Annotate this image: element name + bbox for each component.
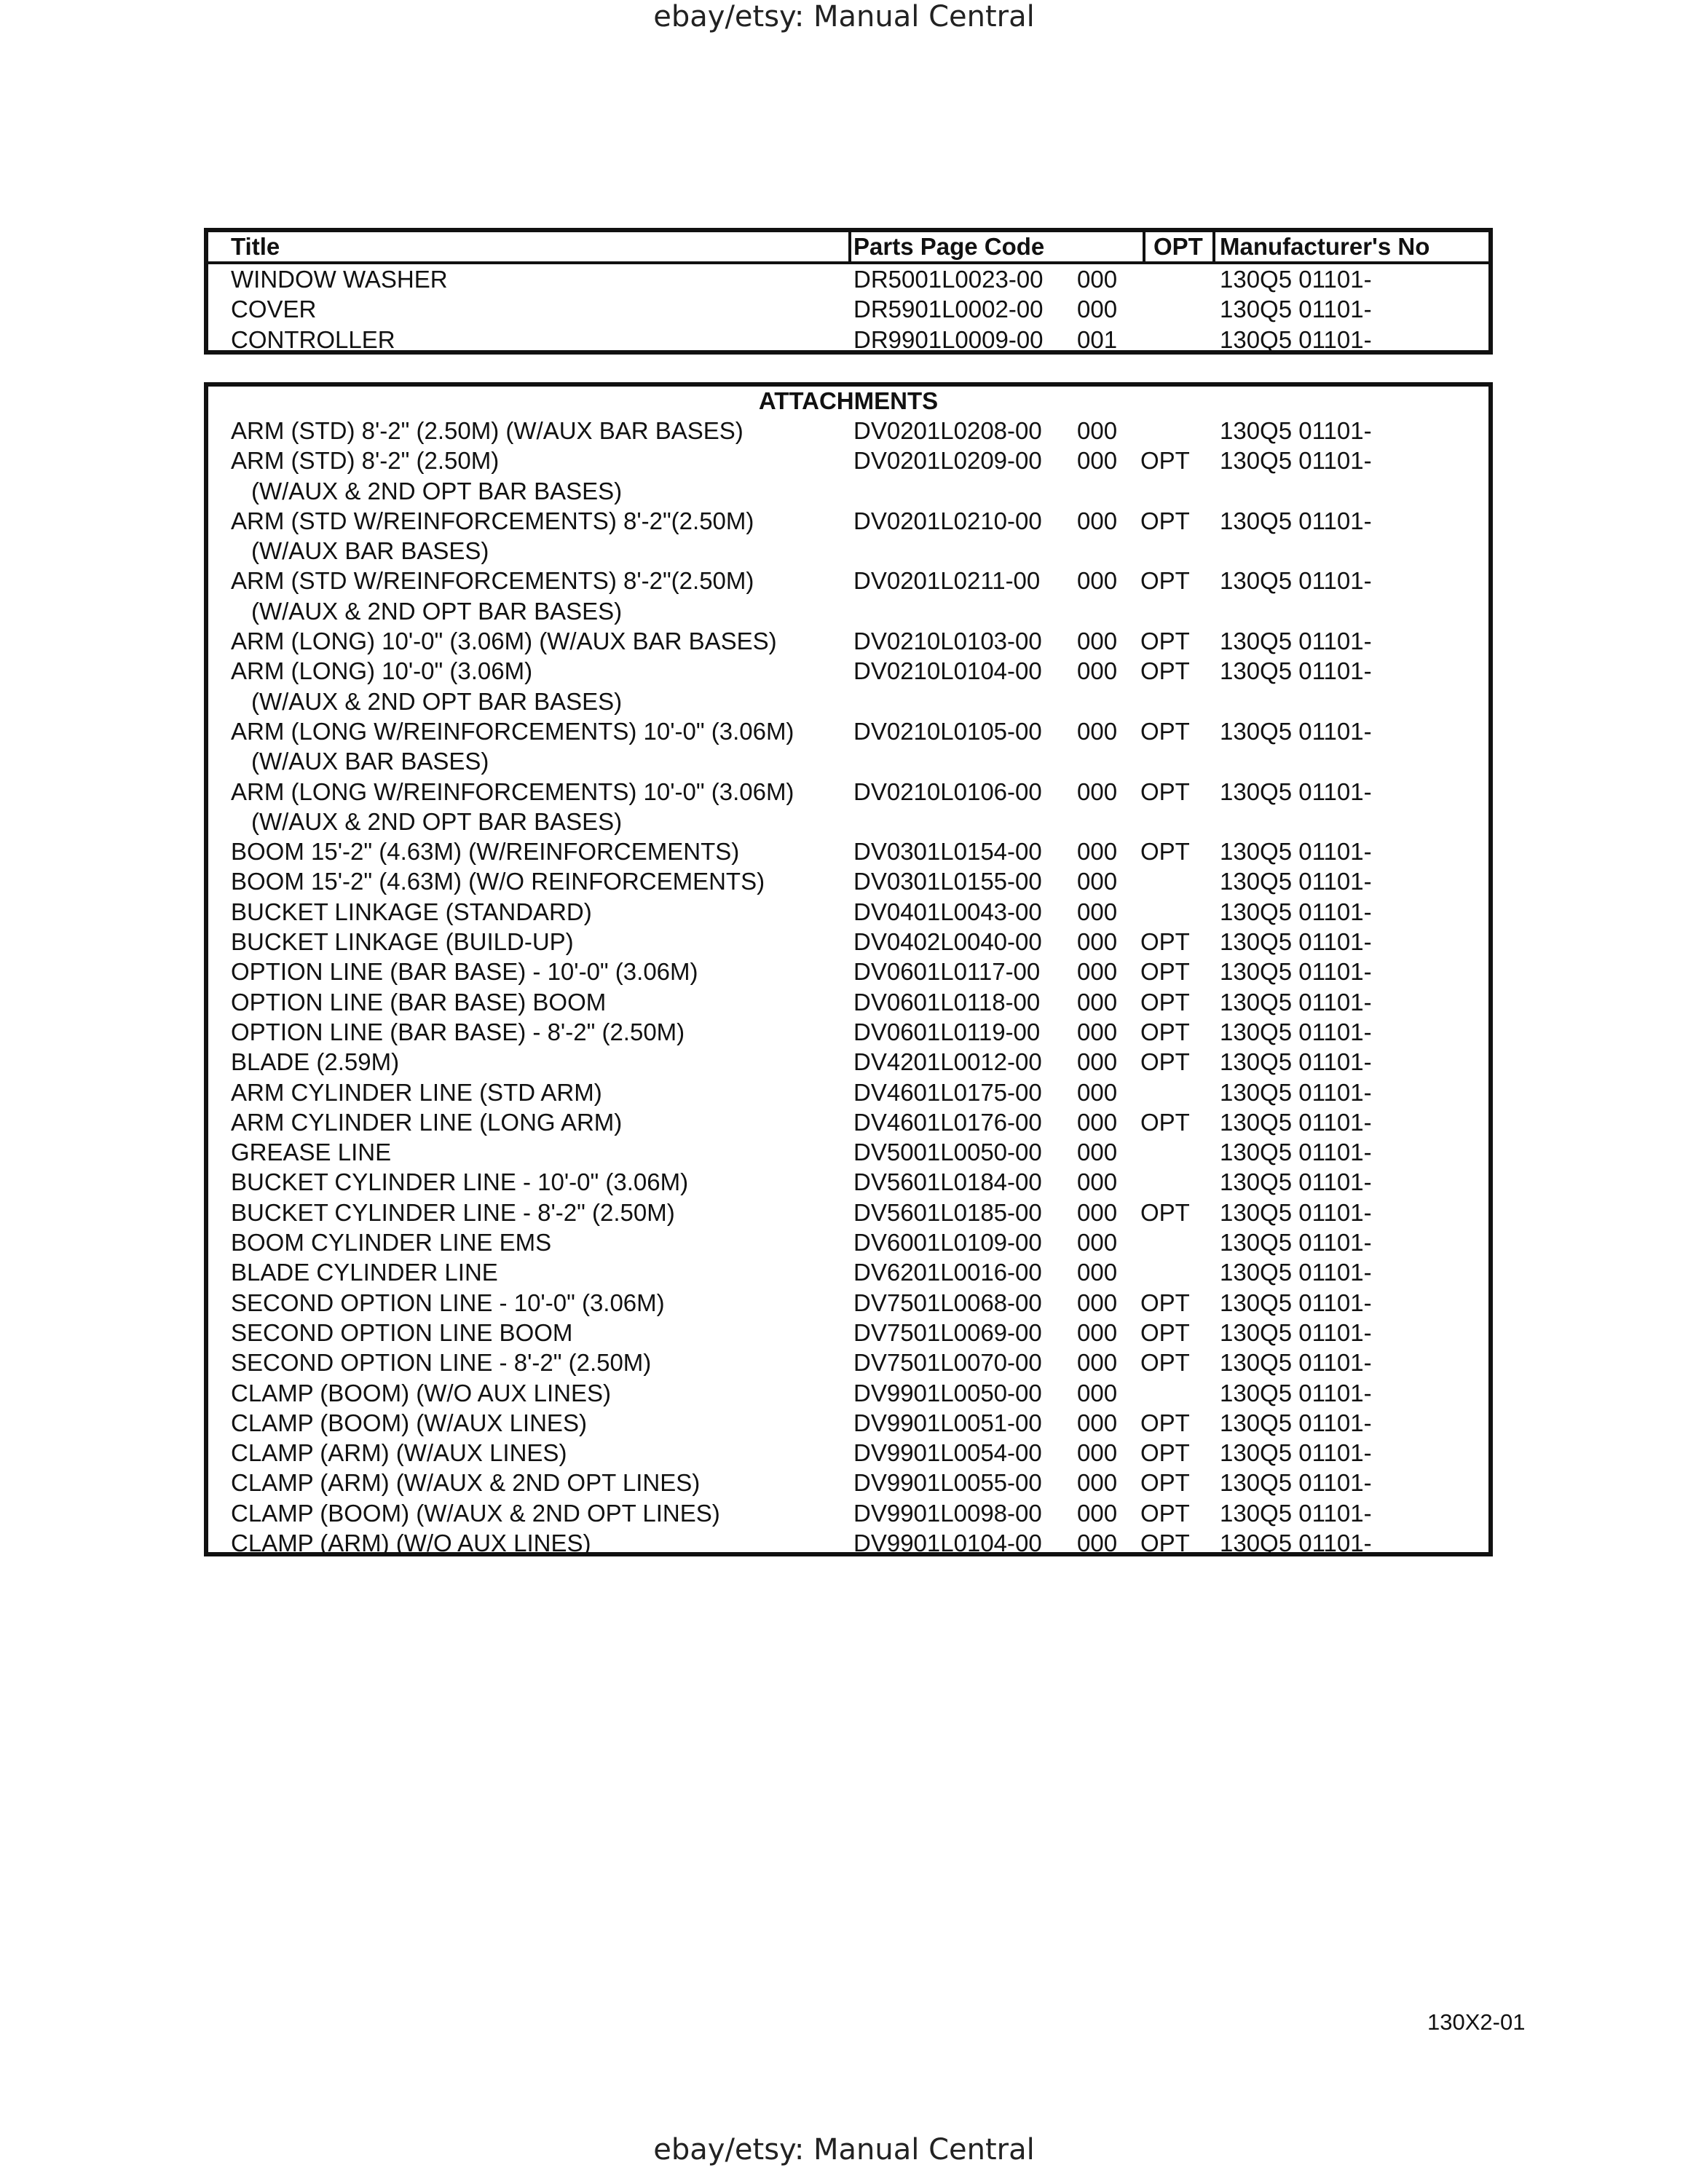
opt-flag: OPT xyxy=(1140,657,1190,685)
part-title: ARM CYLINDER LINE (LONG ARM) xyxy=(231,1108,623,1136)
part-code: DV6001L0109-00 xyxy=(853,1229,1042,1257)
table-row xyxy=(208,566,1488,596)
attachments-box xyxy=(204,382,1493,1556)
part-code: DV0201L0210-00 xyxy=(853,507,1042,534)
part-code: DR5901L0002-00 xyxy=(853,296,1044,323)
manufacturer-number: 130Q5 01101- xyxy=(1220,778,1372,805)
part-code: DV0301L0155-00 xyxy=(853,868,1042,895)
opt-flag: OPT xyxy=(1140,1409,1190,1436)
opt-flag: OPT xyxy=(1140,1439,1190,1467)
table-row xyxy=(208,416,1488,446)
page-number: 001 xyxy=(1077,325,1118,353)
manufacturer-number: 130Q5 01101- xyxy=(1220,296,1372,323)
part-code: DV9901L0051-00 xyxy=(853,1409,1042,1436)
part-code: DV0402L0040-00 xyxy=(853,928,1042,956)
manufacturer-number: 130Q5 01101- xyxy=(1220,1139,1372,1166)
page-number: 000 xyxy=(1077,778,1118,805)
attachments-rows xyxy=(208,416,1488,1558)
attachments-title: ATTACHMENTS xyxy=(758,387,939,414)
opt-flag: OPT xyxy=(1140,1108,1190,1136)
header-parts-page-code: Parts Page Code xyxy=(853,233,1045,260)
part-title: ARM (LONG W/REINFORCEMENTS) 10'-0" (3.06M) xyxy=(231,717,794,745)
header-opt: OPT xyxy=(1153,233,1203,260)
part-title: COVER xyxy=(231,296,317,323)
part-code: DV0201L0209-00 xyxy=(853,447,1042,475)
manufacturer-number: 130Q5 01101- xyxy=(1220,838,1372,866)
part-code: DR5001L0023-00 xyxy=(853,266,1044,293)
table-row xyxy=(208,1468,1488,1497)
table-row xyxy=(208,1198,1488,1227)
part-title: SECOND OPTION LINE - 10'-0" (3.06M) xyxy=(231,1289,665,1316)
part-code: DV0210L0105-00 xyxy=(853,717,1042,745)
manufacturer-number: 130Q5 01101- xyxy=(1220,898,1372,925)
manufacturer-number: 130Q5 01101- xyxy=(1220,1108,1372,1136)
manufacturer-number: 130Q5 01101- xyxy=(1220,657,1372,685)
part-code: DV4601L0175-00 xyxy=(853,1078,1042,1106)
page-number: 000 xyxy=(1077,1018,1118,1045)
page-number: 000 xyxy=(1077,717,1118,745)
manufacturer-number: 130Q5 01101- xyxy=(1220,1349,1372,1377)
page-number: 000 xyxy=(1077,1198,1118,1226)
manufacturer-number: 130Q5 01101- xyxy=(1220,1229,1372,1257)
manufacturer-number: 130Q5 01101- xyxy=(1220,1409,1372,1436)
part-title-continuation: (W/AUX & 2ND OPT BAR BASES) xyxy=(251,807,623,835)
top-rows xyxy=(208,264,1488,355)
part-code: DV5601L0184-00 xyxy=(853,1168,1042,1196)
watermark-top: ebay/etsy: Manual Central xyxy=(653,0,1035,33)
watermark-bottom: ebay/etsy: Manual Central xyxy=(653,2133,1035,2167)
part-code: DV7501L0070-00 xyxy=(853,1349,1042,1377)
table-row xyxy=(208,1378,1488,1408)
manufacturer-number: 130Q5 01101- xyxy=(1220,447,1372,475)
opt-flag: OPT xyxy=(1140,838,1190,866)
part-code: DV9901L0050-00 xyxy=(853,1379,1042,1406)
table-row xyxy=(208,1348,1488,1377)
table-row-continuation xyxy=(208,596,1488,626)
part-title: ARM (STD W/REINFORCEMENTS) 8'-2"(2.50M) xyxy=(231,507,754,534)
table-row xyxy=(208,1438,1488,1468)
page-number: 000 xyxy=(1077,928,1118,956)
page-number: 000 xyxy=(1077,296,1118,323)
part-title-continuation: (W/AUX & 2ND OPT BAR BASES) xyxy=(251,597,623,625)
part-title: CONTROLLER xyxy=(231,325,395,353)
page-number: 000 xyxy=(1077,1318,1118,1346)
manufacturer-number: 130Q5 01101- xyxy=(1220,1168,1372,1196)
manufacturer-number: 130Q5 01101- xyxy=(1220,1289,1372,1316)
part-code: DV9901L0055-00 xyxy=(853,1469,1042,1497)
opt-flag: OPT xyxy=(1140,1349,1190,1377)
part-code: DV7501L0068-00 xyxy=(853,1289,1042,1316)
part-title: ARM (STD) 8'-2" (2.50M) xyxy=(231,447,500,475)
part-title: BOOM 15'-2" (4.63M) (W/O REINFORCEMENTS) xyxy=(231,868,765,895)
part-title: CLAMP (BOOM) (W/AUX & 2ND OPT LINES) xyxy=(231,1499,720,1527)
part-title: SECOND OPTION LINE - 8'-2" (2.50M) xyxy=(231,1349,652,1377)
opt-flag: OPT xyxy=(1140,1018,1190,1045)
manufacturer-number: 130Q5 01101- xyxy=(1220,628,1372,655)
table-row xyxy=(208,294,1488,324)
part-title: BLADE (2.59M) xyxy=(231,1048,400,1076)
page-code: 130X2-01 xyxy=(1427,2009,1526,2035)
part-title-continuation: (W/AUX & 2ND OPT BAR BASES) xyxy=(251,687,623,715)
table-row xyxy=(208,716,1488,746)
manufacturer-number: 130Q5 01101- xyxy=(1220,266,1372,293)
part-title: CLAMP (BOOM) (W/AUX LINES) xyxy=(231,1409,587,1436)
table-row xyxy=(208,656,1488,686)
table-row-continuation xyxy=(208,536,1488,566)
part-title: ARM (LONG) 10'-0" (3.06M) (W/AUX BAR BASES) xyxy=(231,628,777,655)
opt-flag: OPT xyxy=(1140,1469,1190,1497)
page-number: 000 xyxy=(1077,1439,1118,1467)
manufacturer-number: 130Q5 01101- xyxy=(1220,928,1372,956)
table-row xyxy=(208,1167,1488,1197)
header-manufacturer-no: Manufacturer's No xyxy=(1220,233,1430,260)
page-number: 000 xyxy=(1077,1469,1118,1497)
header-divider xyxy=(1212,232,1215,261)
table-row xyxy=(208,866,1488,896)
part-code: DV5001L0050-00 xyxy=(853,1139,1042,1166)
opt-flag: OPT xyxy=(1140,628,1190,655)
manufacturer-number: 130Q5 01101- xyxy=(1220,1439,1372,1467)
part-title: WINDOW WASHER xyxy=(231,266,448,293)
page-number: 000 xyxy=(1077,1108,1118,1136)
manufacturer-number: 130Q5 01101- xyxy=(1220,868,1372,895)
page-number: 000 xyxy=(1077,1078,1118,1106)
manufacturer-number: 130Q5 01101- xyxy=(1220,1469,1372,1497)
part-title: CLAMP (ARM) (W/AUX & 2ND OPT LINES) xyxy=(231,1469,701,1497)
page-number: 000 xyxy=(1077,1379,1118,1406)
opt-flag: OPT xyxy=(1140,1529,1190,1556)
part-code: DV0301L0154-00 xyxy=(853,838,1042,866)
page-number: 000 xyxy=(1077,1139,1118,1166)
part-title: BUCKET CYLINDER LINE - 8'-2" (2.50M) xyxy=(231,1198,675,1226)
table-row xyxy=(208,1257,1488,1287)
manufacturer-number: 130Q5 01101- xyxy=(1220,567,1372,595)
table-row xyxy=(208,777,1488,807)
table-row xyxy=(208,626,1488,656)
part-code: DV7501L0069-00 xyxy=(853,1318,1042,1346)
opt-flag: OPT xyxy=(1140,958,1190,986)
table-row xyxy=(208,506,1488,536)
manufacturer-number: 130Q5 01101- xyxy=(1220,1529,1372,1556)
table-row xyxy=(208,264,1488,294)
part-title-continuation: (W/AUX BAR BASES) xyxy=(251,537,489,565)
part-code: DV0401L0043-00 xyxy=(853,898,1042,925)
table-row xyxy=(208,325,1488,355)
table-row xyxy=(208,1288,1488,1318)
opt-flag: OPT xyxy=(1140,928,1190,956)
page-number: 000 xyxy=(1077,1529,1118,1556)
page-number: 000 xyxy=(1077,1409,1118,1436)
part-code: DV0201L0208-00 xyxy=(853,417,1042,444)
table-row xyxy=(208,1137,1488,1167)
part-code: DR9901L0009-00 xyxy=(853,325,1044,353)
part-title: ARM CYLINDER LINE (STD ARM) xyxy=(231,1078,602,1106)
table-row-continuation xyxy=(208,807,1488,836)
part-title: ARM (STD) 8'-2" (2.50M) (W/AUX BAR BASES) xyxy=(231,417,744,444)
part-code: DV0601L0119-00 xyxy=(853,1018,1041,1045)
manufacturer-number: 130Q5 01101- xyxy=(1220,1379,1372,1406)
opt-flag: OPT xyxy=(1140,1048,1190,1076)
part-title: CLAMP (BOOM) (W/O AUX LINES) xyxy=(231,1379,611,1406)
manufacturer-number: 130Q5 01101- xyxy=(1220,988,1372,1016)
manufacturer-number: 130Q5 01101- xyxy=(1220,1048,1372,1076)
part-title: BUCKET CYLINDER LINE - 10'-0" (3.06M) xyxy=(231,1168,689,1196)
part-code: DV0201L0211-00 xyxy=(853,567,1041,595)
page-number: 000 xyxy=(1077,567,1118,595)
header-divider xyxy=(1143,232,1145,261)
opt-flag: OPT xyxy=(1140,1198,1190,1226)
page-number: 000 xyxy=(1077,507,1118,534)
part-title: BOOM 15'-2" (4.63M) (W/REINFORCEMENTS) xyxy=(231,838,740,866)
part-code: DV6201L0016-00 xyxy=(853,1259,1042,1286)
part-title: BUCKET LINKAGE (BUILD-UP) xyxy=(231,928,574,956)
opt-flag: OPT xyxy=(1140,447,1190,475)
manufacturer-number: 130Q5 01101- xyxy=(1220,1018,1372,1045)
part-code: DV4201L0012-00 xyxy=(853,1048,1042,1076)
page-number: 000 xyxy=(1077,1168,1118,1196)
manufacturer-number: 130Q5 01101- xyxy=(1220,1198,1372,1226)
page-number: 000 xyxy=(1077,1048,1118,1076)
manufacturer-number: 130Q5 01101- xyxy=(1220,507,1372,534)
table-row-continuation xyxy=(208,746,1488,776)
page-number: 000 xyxy=(1077,1259,1118,1286)
part-title: SECOND OPTION LINE BOOM xyxy=(231,1318,573,1346)
opt-flag: OPT xyxy=(1140,1318,1190,1346)
page-number: 000 xyxy=(1077,838,1118,866)
part-title: BOOM CYLINDER LINE EMS xyxy=(231,1229,552,1257)
part-code: DV0210L0103-00 xyxy=(853,628,1042,655)
part-code: DV0601L0118-00 xyxy=(853,988,1041,1016)
table-row xyxy=(208,446,1488,475)
part-title: GREASE LINE xyxy=(231,1139,392,1166)
part-code: DV0210L0104-00 xyxy=(853,657,1042,685)
part-title: CLAMP (ARM) (W/AUX LINES) xyxy=(231,1439,567,1467)
manufacturer-number: 130Q5 01101- xyxy=(1220,1499,1372,1527)
table-row xyxy=(208,1227,1488,1257)
manufacturer-number: 130Q5 01101- xyxy=(1220,1318,1372,1346)
manufacturer-number: 130Q5 01101- xyxy=(1220,417,1372,444)
table-row-continuation xyxy=(208,476,1488,506)
table-row xyxy=(208,987,1488,1017)
opt-flag: OPT xyxy=(1140,1499,1190,1527)
page-number: 000 xyxy=(1077,898,1118,925)
part-code: DV9901L0104-00 xyxy=(853,1529,1042,1556)
header-divider xyxy=(848,232,851,261)
page-number: 000 xyxy=(1077,988,1118,1016)
table-row-continuation xyxy=(208,687,1488,716)
page-number: 000 xyxy=(1077,1229,1118,1257)
opt-flag: OPT xyxy=(1140,988,1190,1016)
page-number: 000 xyxy=(1077,628,1118,655)
part-title: BLADE CYLINDER LINE xyxy=(231,1259,498,1286)
manufacturer-number: 130Q5 01101- xyxy=(1220,717,1372,745)
table-row xyxy=(208,927,1488,957)
table-row xyxy=(208,1017,1488,1047)
opt-flag: OPT xyxy=(1140,717,1190,745)
part-title: ARM (STD W/REINFORCEMENTS) 8'-2"(2.50M) xyxy=(231,567,754,595)
part-title: CLAMP (ARM) (W/O AUX LINES) xyxy=(231,1529,591,1556)
table-row xyxy=(208,897,1488,927)
table-header-row xyxy=(208,232,1488,264)
part-title: OPTION LINE (BAR BASE) - 10'-0" (3.06M) xyxy=(231,958,698,986)
part-code: DV0601L0117-00 xyxy=(853,958,1041,986)
header-title: Title xyxy=(231,233,280,260)
table-row xyxy=(208,1318,1488,1348)
part-code: DV5601L0185-00 xyxy=(853,1198,1042,1226)
table-row xyxy=(208,1408,1488,1438)
manufacturer-number: 130Q5 01101- xyxy=(1220,325,1372,353)
page-number: 000 xyxy=(1077,1289,1118,1316)
opt-flag: OPT xyxy=(1140,507,1190,534)
table-row xyxy=(208,1528,1488,1558)
table-row xyxy=(208,1047,1488,1077)
part-code: DV4601L0176-00 xyxy=(853,1108,1042,1136)
part-title: BUCKET LINKAGE (STANDARD) xyxy=(231,898,592,925)
manufacturer-number: 130Q5 01101- xyxy=(1220,1259,1372,1286)
opt-flag: OPT xyxy=(1140,1289,1190,1316)
table-row xyxy=(208,836,1488,866)
part-code: DV9901L0054-00 xyxy=(853,1439,1042,1467)
part-code: DV9901L0098-00 xyxy=(853,1499,1042,1527)
manufacturer-number: 130Q5 01101- xyxy=(1220,958,1372,986)
table-row xyxy=(208,1498,1488,1528)
page-number: 000 xyxy=(1077,417,1118,444)
page-number: 000 xyxy=(1077,1499,1118,1527)
parts-table-header-box xyxy=(204,228,1493,355)
part-title: ARM (LONG W/REINFORCEMENTS) 10'-0" (3.06M) xyxy=(231,778,794,805)
table-row xyxy=(208,1107,1488,1137)
opt-flag: OPT xyxy=(1140,778,1190,805)
page-number: 000 xyxy=(1077,657,1118,685)
page-number: 000 xyxy=(1077,266,1118,293)
table-row xyxy=(208,1077,1488,1107)
opt-flag: OPT xyxy=(1140,567,1190,595)
page-number: 000 xyxy=(1077,868,1118,895)
part-code: DV0210L0106-00 xyxy=(853,778,1042,805)
part-title: ARM (LONG) 10'-0" (3.06M) xyxy=(231,657,533,685)
part-title-continuation: (W/AUX & 2ND OPT BAR BASES) xyxy=(251,477,623,505)
page-number: 000 xyxy=(1077,958,1118,986)
manufacturer-number: 130Q5 01101- xyxy=(1220,1078,1372,1106)
page-number: 000 xyxy=(1077,1349,1118,1377)
page-number: 000 xyxy=(1077,447,1118,475)
part-title: OPTION LINE (BAR BASE) BOOM xyxy=(231,988,607,1016)
table-row xyxy=(208,957,1488,986)
part-title: OPTION LINE (BAR BASE) - 8'-2" (2.50M) xyxy=(231,1018,685,1045)
part-title-continuation: (W/AUX BAR BASES) xyxy=(251,748,489,775)
